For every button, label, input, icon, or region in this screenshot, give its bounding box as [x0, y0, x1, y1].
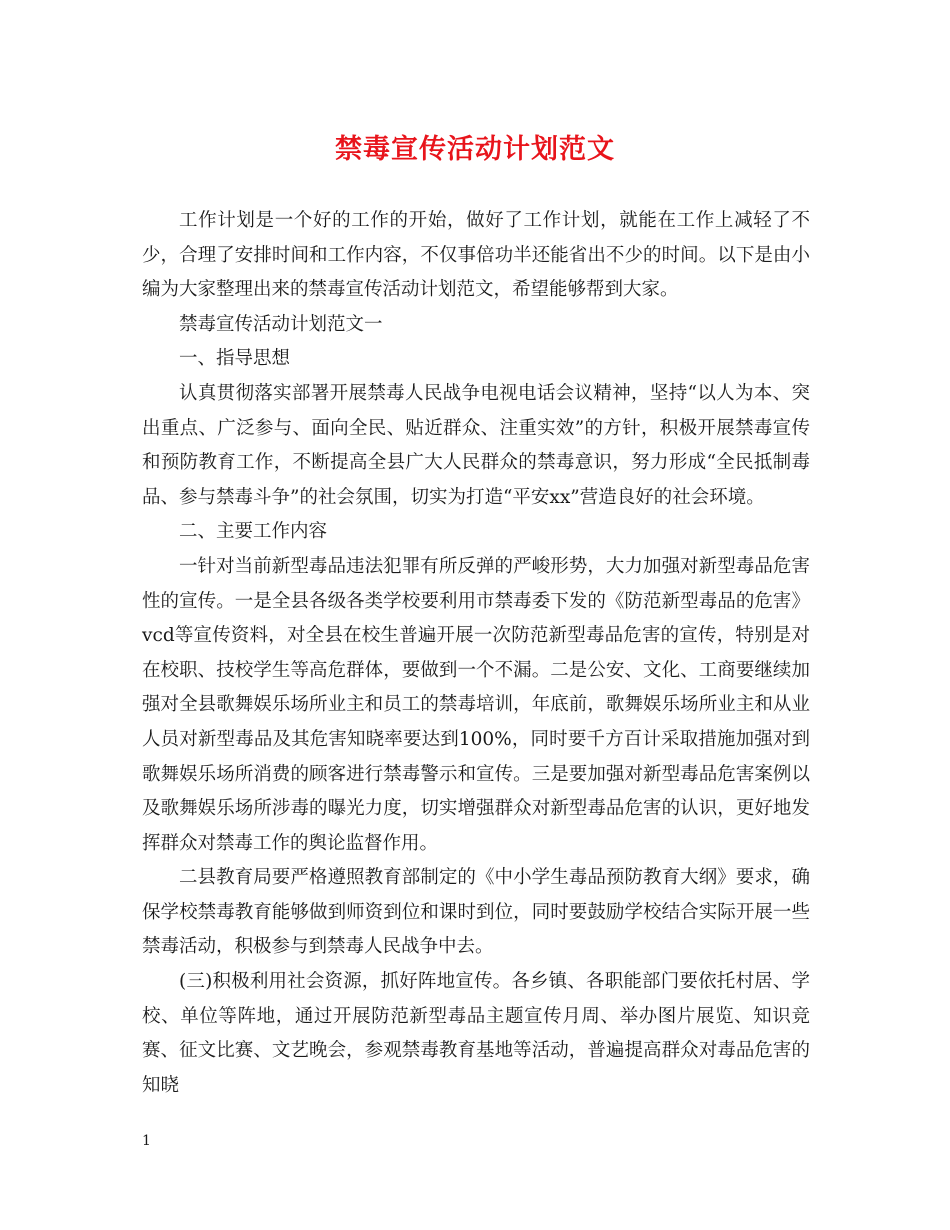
paragraph-subtitle: 禁毒宣传活动计划范文一 — [179, 313, 383, 335]
paragraph-intro: 工作计划是一个好的工作的开始，做好了工作计划，就能在工作上减轻了不少，合理了安排时间和工作内容，不仅事倍功半还能省出不少的时间。以下是由小编为大家整理出来的禁毒宣传活动计划范文，希望能够帮到大家。 — [142, 210, 810, 301]
paragraph-main-work-2: 二县教育局要严格遵照教育部制定的《中小学生毒品预防教育大纲》要求，确保学校禁毒教育能够做到师资到位和课时到位，同时要鼓励学校结合实际开展一些禁毒活动，积极参与到禁毒人民战争中去。 — [142, 867, 810, 958]
section-heading-guiding-ideology: 一、指导思想 — [179, 348, 291, 370]
section-heading-main-work: 二、主要工作内容 — [179, 521, 328, 543]
document-title: 禁毒宣传活动计划范文 — [335, 134, 615, 165]
document-body — [142, 204, 810, 1103]
paragraph-main-work-1: 一针对当前新型毒品违法犯罪有所反弹的严峻形势，大力加强对新型毒品危害性的宣传。一是全县各级各类学校要利用市禁毒委下发的《防范新型毒品的危害》vcd等宣传资料，对全县在校生普遍开展一次防范新型毒品危害的宣传，特别是对在校职、技校学生等高危群体，要做到一个不漏。二是公安、文化、工商要继续加强对全县歌舞娱乐场所业主和员工的禁毒培训，年底前，歌舞娱乐场所业主和从业人员对新型毒品及其危害知晓率要达到100%，同时要千方百计采取措施加强对到歌舞娱乐场所消费的顾客进行禁毒警示和宣传。三是要加强对新型毒品危害案例以及歌舞娱乐场所涉毒的曝光力度，切实增强群众对新型毒品危害的认识，更好地发挥群众对禁毒工作的舆论监督作用。 — [142, 555, 810, 854]
page-number: 1 — [142, 1133, 151, 1149]
paragraph-guiding-ideology: 认真贯彻落实部署开展禁毒人民战争电视电话会议精神，坚持“以人为本、突出重点、广泛参与、面向全民、贴近群众、注重实效”的方针，积极开展禁毒宣传和预防教育工作，不断提高全县广大人民群众的禁毒意识，努力形成“全民抵制毒品、参与禁毒斗争”的社会氛围，切实为打造“平安xx”营造良好的社会环境。 — [142, 382, 810, 508]
paragraph-main-work-3: (三)积极利用社会资源，抓好阵地宣传。各乡镇、各职能部门要依托村居、学校、单位等阵地，通过开展防范新型毒品主题宣传月周、举办图片展览、知识竞赛、征文比赛、文艺晚会，参观禁毒教育基地等活动，普遍提高群众对毒品危害的知晓 — [142, 971, 810, 1096]
